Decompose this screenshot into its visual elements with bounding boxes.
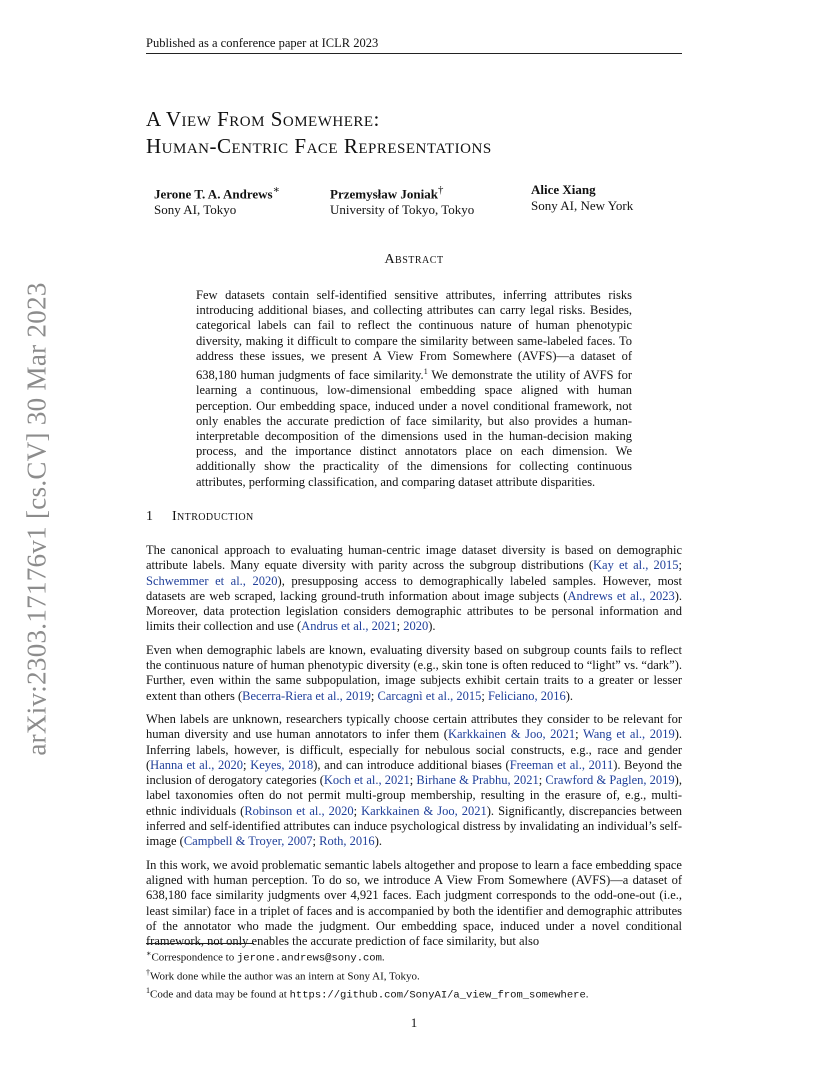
author-1 bbox=[154, 182, 280, 218]
abstract-part-2: We demonstrate the utility of AVFS for learning a continuous, low-dimensional embedding space aligned with human perception. Our embedding space, induced under a novel conditional framework, not only enables the accurate prediction of face similarity, but also provides a human-interpretable decomposition of the dimensions used in the human-decision making process, and the importance distinct annotators place on each dimension. We additionally show the practicality of the dimensions for collecting continuous attributes, performing classification, and comparing dataset attribute disparities. bbox=[196, 368, 632, 489]
email-link[interactable]: jerone.andrews@sony.com bbox=[236, 952, 382, 965]
running-header: Published as a conference paper at ICLR 2023 bbox=[146, 34, 682, 54]
footnote-text: Code and data may be found at bbox=[150, 988, 290, 1001]
paragraph-text: ; bbox=[678, 558, 682, 573]
citation-link[interactable]: Koch et al., 2021 bbox=[323, 773, 410, 788]
author-mark: ∗ bbox=[272, 184, 280, 196]
footnote-2 bbox=[146, 966, 682, 984]
title-line-2: Human-Centric Face Representations bbox=[146, 134, 492, 158]
paragraph-text: ; bbox=[538, 773, 546, 788]
author-affiliation: Sony AI, Tokyo bbox=[154, 202, 237, 218]
citation-link[interactable]: Andrus et al., 2021 bbox=[301, 619, 397, 634]
citation-link[interactable]: Freeman et al., 2011 bbox=[509, 757, 614, 772]
author-name: Przemysław Joniak bbox=[330, 186, 438, 202]
paper-title bbox=[146, 106, 492, 160]
footnote-rule bbox=[146, 943, 254, 944]
footnote-text: . bbox=[585, 988, 589, 1001]
citation-link[interactable]: Karkkainen & Joo, 2021 bbox=[447, 727, 576, 742]
paragraph bbox=[146, 643, 682, 704]
paragraph-text: In this work, we avoid problematic semantic labels altogether and propose to learn a face embedding space aligned with human perception. To do so, we introduce A View From Somewhere (AVFS)—a dataset of 638,180 face similarity judgments over 4,921 faces. Each judgment corresponds to the odd-one-out (i.e., least similar) face in a triplet of faces and is accompanied by both the identifier and demographic attributes of the annotator who made the judgment. Our embedding space, induced under a novel conditional framework, not only enables the accurate prediction of face similarity, but also bbox=[146, 857, 682, 949]
paragraph bbox=[146, 858, 682, 950]
citation-link[interactable]: Schwemmer et al., 2020 bbox=[146, 573, 278, 588]
citation-link[interactable]: Campbell & Troyer, 2007 bbox=[183, 834, 313, 849]
citation-link[interactable]: Robinson et al., 2020 bbox=[244, 803, 354, 818]
section-title: Introduction bbox=[172, 509, 254, 524]
paragraph-text: When labels are unknown, researchers typically choose certain attributes they consider to be relevant for human diversity and use human annotators to infer them ( bbox=[146, 711, 682, 742]
paragraph-text: ; bbox=[353, 803, 362, 818]
citation-link[interactable]: Feliciano, 2016 bbox=[487, 688, 566, 703]
paragraph bbox=[146, 712, 682, 850]
author-name: Jerone T. A. Andrews bbox=[154, 186, 273, 202]
paragraph-text: ; bbox=[243, 757, 251, 772]
citation-link[interactable]: Carcagnì et al., 2015 bbox=[377, 688, 482, 703]
citation-link[interactable]: Roth, 2016 bbox=[319, 834, 375, 849]
paragraph-text: ). bbox=[565, 688, 573, 703]
citation-link[interactable]: Crawford & Paglen, 2019 bbox=[545, 773, 675, 788]
abstract-text bbox=[196, 288, 632, 490]
citation-link[interactable]: Becerra-Riera et al., 2019 bbox=[242, 688, 371, 703]
arxiv-identifier: arXiv:2303.17176v1 [cs.CV] 30 Mar 2023 bbox=[21, 282, 52, 756]
paragraph-text: Even when demographic labels are known, evaluating diversity based on subgroup counts fails to reflect the continuous nature of human phenotypic diversity (e.g., skin tone is often reduced to “light” vs. “dark”). Further, even within the same subpopulation, image subjects exhibit certain traits to a greater or lesser extent than others ( bbox=[146, 642, 682, 703]
citation-link[interactable]: Kay et al., 2015 bbox=[593, 558, 679, 573]
title-line-1: A View From Somewhere: bbox=[146, 107, 380, 131]
citation-link[interactable]: Keyes, 2018 bbox=[250, 757, 314, 772]
paragraph-text: ). Inferring labels, however, is difficult, especially for nebulous social constructs, e.g., race and gender ( bbox=[146, 727, 683, 772]
arxiv-sidebar bbox=[14, 284, 60, 754]
paragraph-text: ). Moreover, data protection legislation considers demographic attributes to be personal information and limits their collection and use ( bbox=[146, 588, 683, 634]
paragraph-text: The canonical approach to evaluating human-centric image dataset diversity is based on demographic attribute labels. Many equate diversity with parity across the subgroup distributions ( bbox=[146, 543, 682, 573]
footnote-mark: † bbox=[146, 968, 150, 978]
paragraph-text: ; bbox=[370, 688, 378, 703]
author-affiliation: University of Tokyo, Tokyo bbox=[330, 202, 475, 218]
paragraph-text: ; bbox=[409, 773, 417, 788]
paragraph-text: ). bbox=[428, 619, 436, 634]
footnotes bbox=[146, 947, 682, 1003]
citation-link[interactable]: Andrews et al., 2023 bbox=[567, 588, 675, 603]
abstract-heading: Abstract bbox=[384, 252, 444, 267]
paragraph-text: ; bbox=[396, 619, 404, 634]
footnote-mark: ∗ bbox=[146, 949, 152, 958]
author-2 bbox=[330, 182, 474, 218]
footnote-text: Work done while the author was an intern at Sony AI, Tokyo. bbox=[150, 970, 420, 983]
footnote-mark: 1 bbox=[146, 986, 150, 996]
abstract-part-1: Few datasets contain self-identified sensitive attributes, inferring attributes risks introducing additional biases, and collecting attributes can carry legal risks. Besides, categorical labels can fail to reflect the continuous nature of human phenotypic diversity, making it difficult to compare the similarity between same-labeled faces. To address these issues, we present A View From Somewhere (AVFS)—a dataset of 638,180 human judgments of face similarity. bbox=[196, 288, 632, 383]
citation-link[interactable]: 2020 bbox=[403, 619, 429, 634]
citation-link[interactable]: Karkkainen & Joo, 2021 bbox=[361, 803, 487, 818]
paragraph-text: ; bbox=[481, 688, 488, 703]
page-number: 1 bbox=[410, 1015, 418, 1030]
section-number: 1 bbox=[146, 509, 154, 524]
paragraph-text: ), presupposing access to demographically labeled samples. However, most datasets are web scraped, lacking ground-truth information about image subjects ( bbox=[146, 573, 683, 603]
paragraph-text: ). Significantly, discrepancies between inferred and self-identified attributes can induce psychological distress by invalidating an individual’s self-image ( bbox=[146, 803, 682, 849]
citation-link[interactable]: Wang et al., 2019 bbox=[582, 727, 675, 742]
body-text bbox=[146, 543, 682, 957]
footnote-3 bbox=[146, 984, 682, 1003]
footnote-text: Correspondence to bbox=[151, 951, 237, 964]
author-name: Alice Xiang bbox=[531, 182, 596, 197]
paragraph-text: ). bbox=[374, 834, 382, 849]
author-mark: † bbox=[437, 184, 444, 196]
paragraph-text: ; bbox=[575, 727, 583, 742]
author-affiliation: Sony AI, New York bbox=[531, 198, 634, 213]
footnote-1 bbox=[146, 947, 682, 966]
citation-link[interactable]: Birhane & Prabhu, 2021 bbox=[416, 773, 539, 788]
footnote-text: . bbox=[381, 951, 385, 964]
paragraph-text: ), and can introduce additional biases ( bbox=[313, 757, 510, 772]
footnote-ref: 1 bbox=[423, 367, 428, 377]
github-link[interactable]: https://github.com/SonyAI/a_view_from_somewhere bbox=[289, 989, 586, 1002]
section-heading bbox=[146, 509, 254, 525]
paragraph-text: ), label taxonomies often do not permit multi-group membership, resulting in the erasure of, e.g., multi-ethnic individuals ( bbox=[146, 773, 682, 818]
paragraph bbox=[146, 543, 682, 635]
citation-link[interactable]: Hanna et al., 2020 bbox=[150, 757, 244, 772]
paragraph-text: ). Beyond the inclusion of derogatory categories ( bbox=[146, 757, 682, 788]
paragraph-text: ; bbox=[312, 834, 320, 849]
author-3 bbox=[531, 182, 633, 214]
